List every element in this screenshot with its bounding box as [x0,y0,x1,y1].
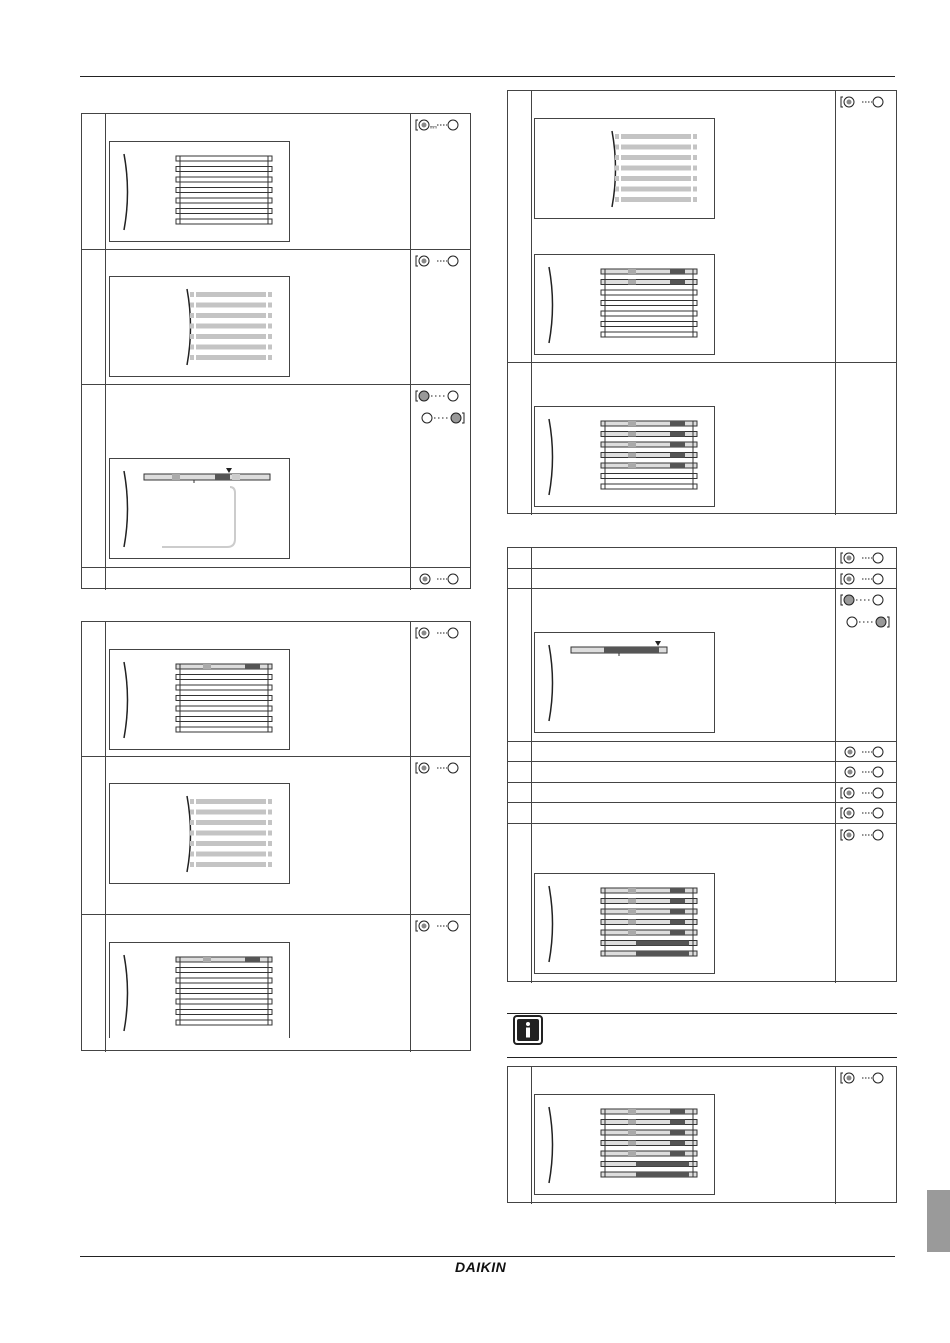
action-cell [410,622,470,756]
rotate-dial-icon [419,572,467,586]
step-row-5 [508,762,896,783]
action-cell [410,114,470,249]
slider-graphic [110,459,291,560]
rotate-push-dial-icon [840,1071,888,1085]
step-number-cell [82,622,106,756]
menu-screen [109,276,290,377]
procedure-table-4 [507,547,897,982]
step-number-cell [508,1067,532,1204]
step-row-1 [508,1067,896,1204]
menu-five-selected-graphic [535,407,716,508]
rotate-push-dial-icon [840,806,888,820]
menu-screen [534,118,715,219]
procedure-table-1 [81,113,471,589]
step-row-2 [508,363,896,515]
step-number-cell [82,114,106,249]
menu-screen [109,649,290,750]
rotate-dial-icon [844,745,892,759]
section-tab [927,1190,950,1252]
step-row-1 [508,91,896,363]
right-dial-icon [846,615,894,629]
greyed-menu-graphic [110,277,291,378]
menu-screen [534,873,715,974]
menu-two-selected-graphic [535,255,716,356]
footer-rule [80,1256,895,1257]
rotate-push-dial-icon [840,828,888,842]
left-dial-icon [415,389,463,403]
procedure-table-5 [507,1066,897,1203]
brand-logo: DAIKIN [455,1259,507,1275]
procedure-table-2 [81,621,471,1051]
step-row-4 [82,568,470,590]
step-row-2 [508,569,896,589]
step-row-2 [82,250,470,385]
step-row-6 [508,783,896,803]
greyed-menu-graphic [110,784,291,885]
menu-selected-graphic [110,650,291,751]
action-cell [410,915,470,1052]
slider-graphic [535,633,716,734]
step-row-3 [82,915,470,1052]
step-row-7 [508,803,896,824]
step-row-4 [508,742,896,762]
step-number-cell [508,783,532,802]
slider-screen [534,632,715,733]
menu-screen [109,942,290,1038]
menu-values-graphic [535,1095,716,1196]
step-row-3 [508,589,896,742]
rotate-push-dial-icon [840,786,888,800]
header-rule [80,76,895,77]
step-number-cell [508,742,532,761]
action-cell [410,757,470,914]
action-cell [835,589,896,741]
menu-selected-graphic [110,943,291,1039]
info-icon [513,1015,543,1045]
action-cell [835,363,896,515]
info-bottom-rule [507,1057,897,1058]
step-number-cell [508,548,532,568]
step-number-cell [82,568,106,590]
step-row-8 [508,824,896,983]
procedure-table-3 [507,90,897,514]
step-row-2 [82,757,470,915]
step-number-cell [82,250,106,384]
rotate-push-dial-icon [840,95,888,109]
step-row-1 [508,548,896,569]
greyed-menu-graphic [535,119,716,220]
step-number-cell [82,757,106,914]
step-row-1 [82,622,470,757]
slider-screen [109,458,290,559]
rotate-dial-icon [844,765,892,779]
step-number-cell [508,91,532,362]
step-number-cell [508,589,532,741]
menu-values-graphic [535,874,716,975]
rotate-push-dial-icon [415,761,463,775]
rotate-push-dial-icon [415,254,463,268]
step-number-cell [82,915,106,1052]
step-number-cell [508,803,532,823]
info-top-rule [507,1013,897,1014]
action-cell [835,1067,896,1204]
action-cell [410,250,470,384]
step-number-cell [82,385,106,567]
left-dial-icon [840,593,888,607]
rotate-push-dial-icon [840,551,888,565]
step-row-3 [82,385,470,568]
rotate-push-dial-icon [415,626,463,640]
menu-list-graphic [110,142,291,243]
menu-screen [534,406,715,507]
step-number-cell [508,363,532,515]
menu-screen [534,1094,715,1195]
rotate-push-dial-icon [840,572,888,586]
svg-text:ᵐᵐ: ᵐᵐ [430,126,437,132]
menu-screen [109,141,290,242]
menu-screen [534,254,715,355]
menu-screen [109,783,290,884]
action-cell [835,824,896,983]
rotate-push-dial-icon [415,919,463,933]
step-number-cell [508,824,532,983]
action-cell [835,91,896,362]
step-number-cell [508,569,532,588]
step-row-1 [82,114,470,250]
right-dial-icon [421,411,469,425]
rotate-push-dial-icon [415,118,463,132]
step-number-cell [508,762,532,782]
